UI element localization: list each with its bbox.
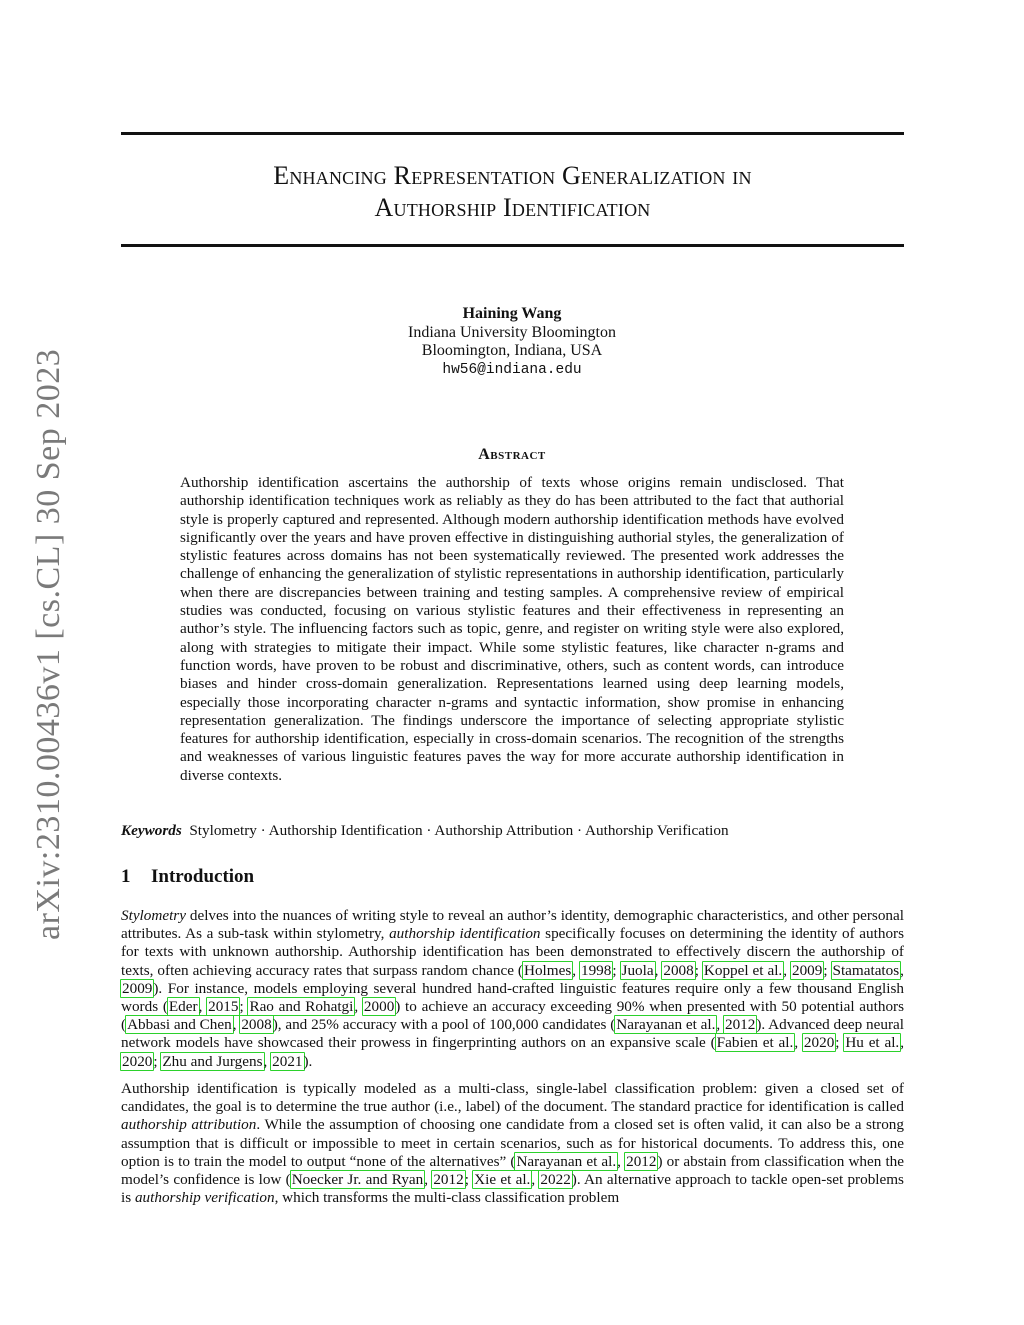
text-span: delves into the nuances of writing style to reveal an author’s identity, demographic characteristics, and other personal attributes. As a sub-task within stylometry, <box>121 907 904 943</box>
intro-paragraph-2 <box>121 1080 904 1207</box>
title-line-1: Enhancing Representation Generalization in <box>273 161 752 190</box>
text-span: . While the assumption of choosing one candidate from a closed set is often valid, it can also be a strong assumption that is difficult or impossible to meet in certain scenarios, such as for historical documents. To address this, one option is to train the model to output “none of the alternatives” ( <box>121 1116 904 1170</box>
text-span: , <box>232 1016 241 1034</box>
citation-link[interactable]: 2022 <box>540 1171 571 1189</box>
term-stylometry: Stylometry <box>121 907 186 924</box>
text-span: , <box>654 961 663 979</box>
citation-link[interactable]: 1998 <box>580 961 612 979</box>
text-span: , <box>263 1052 272 1070</box>
author-location: Bloomington, Indiana, USA <box>421 342 603 359</box>
text-span: , which transforms the multi-class classification problem <box>274 1189 620 1207</box>
author-block <box>0 305 1024 379</box>
title-line-2: Authorship Identification <box>374 193 651 222</box>
text-span: , <box>531 1171 540 1189</box>
term-authorship-attribution: authorship attribution <box>121 1116 257 1134</box>
term-authorship-verification: authorship verification <box>134 1189 275 1207</box>
citation-link[interactable]: 2009 <box>791 961 823 979</box>
citation-link[interactable]: 2012 <box>433 1171 464 1189</box>
citation-link[interactable]: Hu et al. <box>845 1034 900 1052</box>
section-title: Introduction <box>151 866 255 887</box>
paper-title <box>121 160 904 224</box>
citation-link[interactable]: 2008 <box>241 1016 272 1034</box>
text-span: , <box>716 1016 724 1034</box>
text-span: ; <box>464 1171 474 1189</box>
citation-link[interactable]: 2021 <box>272 1052 303 1070</box>
text-span: , <box>572 961 580 979</box>
text-span: , <box>354 998 363 1016</box>
citation-link[interactable]: Eder <box>168 998 198 1016</box>
text-span: , <box>424 1171 433 1189</box>
citation-link[interactable]: 2000 <box>363 998 395 1016</box>
citation-link[interactable]: 2008 <box>663 961 694 979</box>
abstract-text: Authorship identification ascertains the authorship of texts whose origins remain undisclosed. That authorship identification techniques work as reliably as they do has been attributed to the fact that authorial style is properly captured and represented. Although modern authorship identification methods have evolved significantly over the years and have proven effective in distinguishing authorial styles, the generalization of stylistic features across domains has not been systematically reviewed. The presented work addresses the challenge of enhancing the generalization of stylistic representations in authorship identification, particularly when there are discrepancies between training and testing samples. A comprehensive review of empirical studies was conducted, focusing on various stylistic features and their effectiveness in representing an author’s style. The influencing factors such as topic, genre, and register on writing style were also explored, along with strategies to mitigate their impact. While some stylistic features, like character n-grams and function words, have proven to be robust and discriminative, others, such as content words, can introduce biases and hinder cross-domain generalization. Representations learned using deep learning models, especially those incorporating character n-grams and syntactic information, show promise in enhancing representation generalization. The findings underscore the importance of selecting appropriate stylistic features for authorship identification, especially in cross-domain scenarios. The recognition of the strengths and weaknesses of various linguistic features paves the way for more accurate authorship identification in diverse contexts. <box>180 474 844 784</box>
intro-paragraph-1 <box>121 907 904 1071</box>
citation-link[interactable]: Stamatatos <box>832 961 900 979</box>
text-span: , <box>794 1034 803 1052</box>
text-span: , <box>783 961 791 979</box>
text-span: ; <box>153 1052 162 1070</box>
text-span: ; <box>239 998 249 1016</box>
citation-link[interactable]: Koppel et al. <box>703 961 783 979</box>
section-heading-introduction <box>121 866 254 888</box>
citation-link[interactable]: 2009 <box>122 979 153 997</box>
title-rule-top <box>121 132 904 135</box>
text-span: ) or abstain from classification when the model’s confidence is low ( <box>121 1152 905 1189</box>
abstract-heading: Abstract <box>478 446 546 463</box>
author-affiliation: Indiana University Bloomington <box>408 323 616 341</box>
text-span: ; <box>694 961 703 979</box>
citation-link[interactable]: Narayanan et al. <box>516 1152 617 1170</box>
text-span: ). Advanced deep neural network models have showcased their prowess in fingerprinting authors on an expansive scale ( <box>121 1016 904 1052</box>
text-span: ; <box>612 961 621 979</box>
citation-link[interactable]: Rao and Rohatgi <box>249 998 354 1016</box>
citation-link[interactable]: Holmes <box>523 961 572 979</box>
text-span: ). For instance, models employing several hundred hand-crafted linguistic features require only a few thousand English words ( <box>121 979 904 1016</box>
citation-link[interactable]: Abbasi and Chen <box>127 1016 232 1034</box>
citation-link[interactable]: Fabien et al. <box>716 1034 794 1052</box>
arxiv-identifier: arXiv:2310.00436v1 [cs.CL] 30 Sep 2023 <box>30 348 67 940</box>
author-name: Haining Wang <box>462 305 562 322</box>
text-span: , <box>900 1034 905 1052</box>
citation-link[interactable]: Noecker Jr. and Ryan <box>291 1171 424 1189</box>
text-span: ). <box>303 1052 313 1070</box>
text-span: , <box>198 998 208 1016</box>
text-span: specifically focuses on determining the identity of authors for texts with unknown authorship. Authorship identification has been demonstrated to effectively discern the authorship of texts, often achieving accuracy rates that surpass random chance ( <box>121 925 904 979</box>
text-span: ), and 25% accuracy with a pool of 100,000 candidates ( <box>272 1016 616 1034</box>
text-span: ). An alternative approach to tackle open-set problems is <box>121 1171 904 1207</box>
term-authorship-identification: authorship identification <box>389 925 541 943</box>
keywords <box>121 822 904 840</box>
citation-link[interactable]: 2020 <box>122 1052 153 1070</box>
citation-link[interactable]: Narayanan et al. <box>616 1016 716 1034</box>
citation-link[interactable]: Xie et al. <box>474 1171 531 1189</box>
citation-link[interactable]: 2012 <box>626 1152 657 1170</box>
citation-link[interactable]: 2020 <box>803 1034 835 1052</box>
text-span: , <box>900 961 904 979</box>
text-span: ) to achieve an accuracy exceeding 90% when presented with 50 potential authors ( <box>121 998 905 1034</box>
keywords-list: Stylometry · Authorship Identification · Authorship Attribution · Authorship Verification <box>189 822 729 839</box>
section-number: 1 <box>121 866 131 887</box>
citation-link[interactable]: 2015 <box>208 998 239 1016</box>
text-span: Authorship identification is typically modeled as a multi-class, single-label classification problem: given a closed set of candidates, the goal is to determine the true author (i.e., label) of the document. The standard practice for identification is called <box>121 1080 904 1116</box>
citation-link[interactable]: 2012 <box>724 1016 756 1034</box>
author-email[interactable]: hw56@indiana.edu <box>442 361 582 378</box>
title-rule-bottom <box>121 244 904 247</box>
text-span: ; <box>835 1034 845 1052</box>
text-span: , <box>617 1152 626 1170</box>
text-span: ; <box>823 961 832 979</box>
citation-link[interactable]: Zhu and Jurgens <box>162 1052 263 1070</box>
keywords-label: Keywords <box>121 822 182 839</box>
citation-link[interactable]: Juola <box>621 961 654 979</box>
